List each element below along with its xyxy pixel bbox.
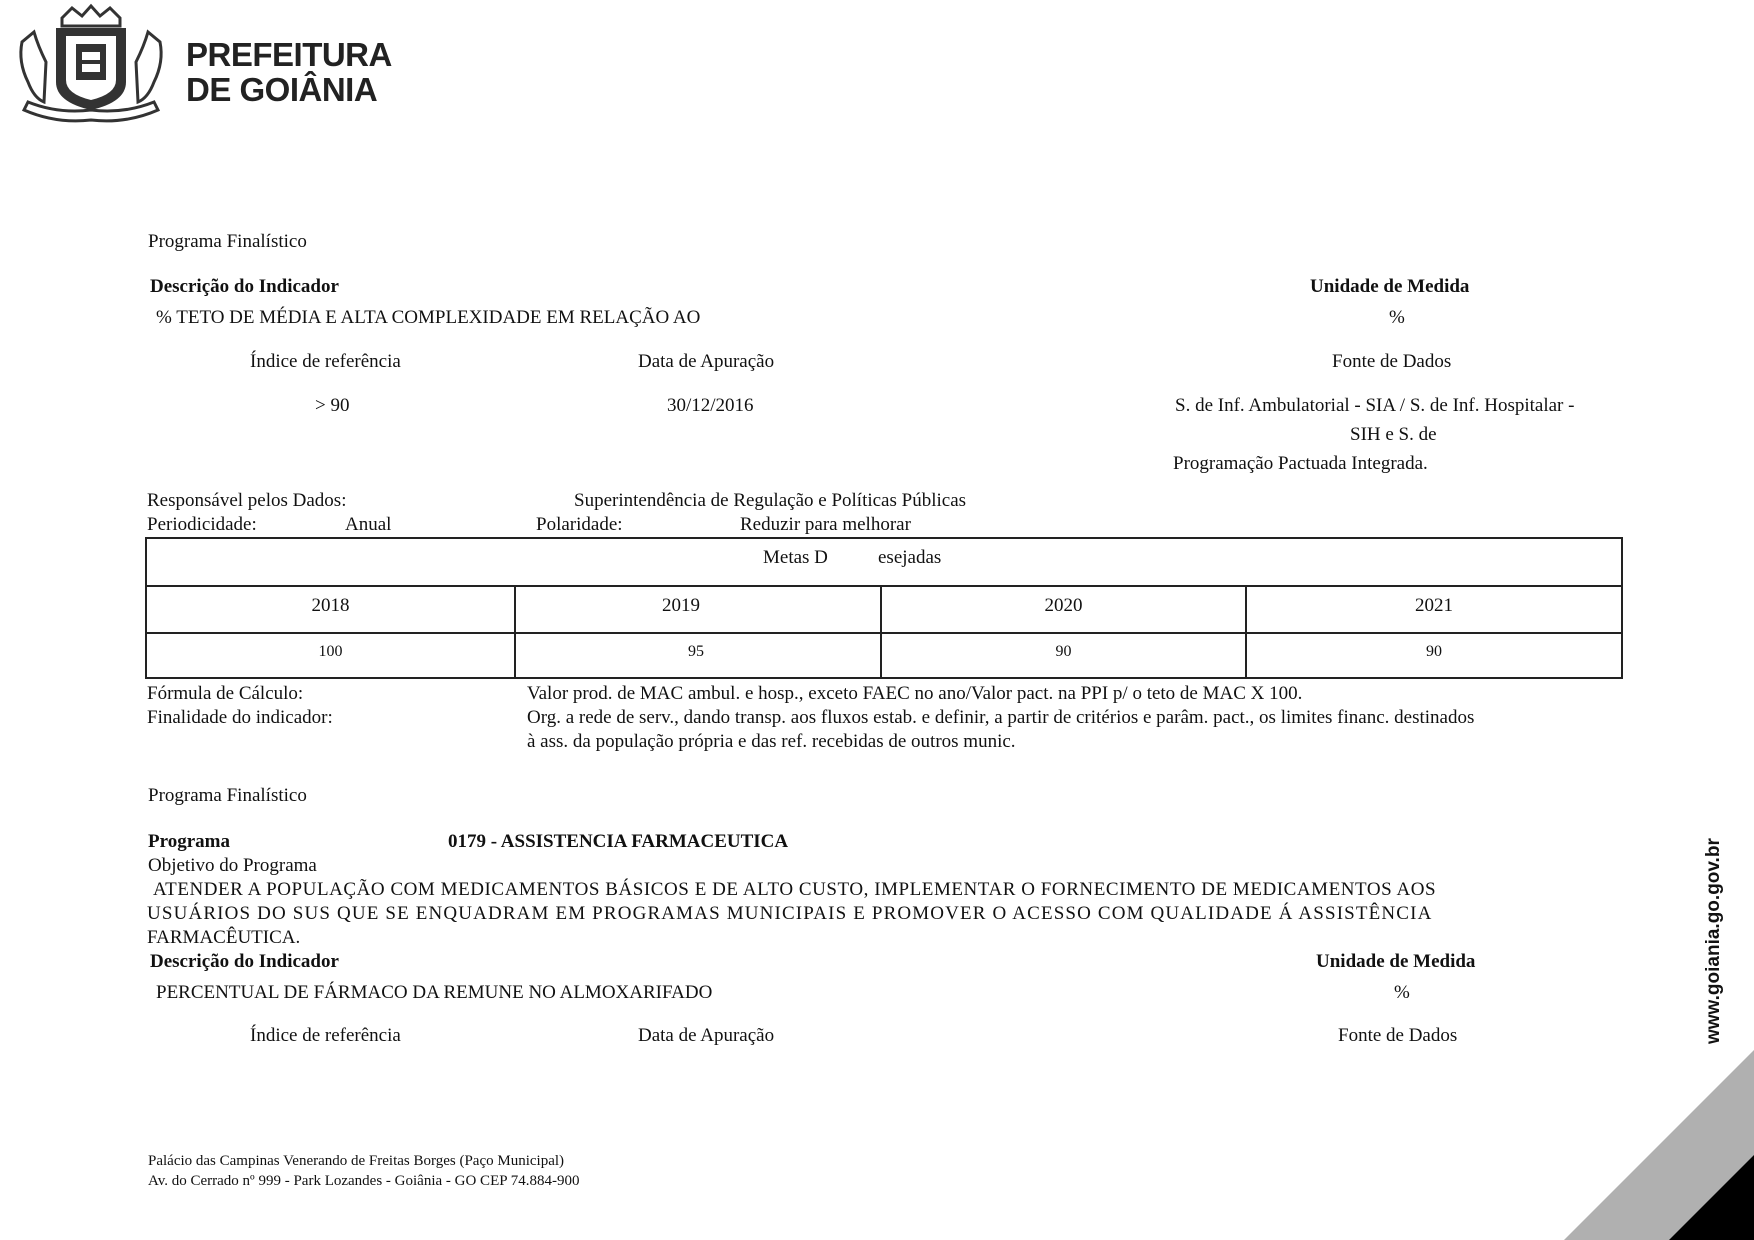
metas-year-2018: 2018 <box>311 595 350 616</box>
org-name-line2: DE GOIÂNIA <box>186 71 378 108</box>
website-url: www.goiania.go.gov.br <box>1703 838 1724 1044</box>
responsible-label: Responsável pelos Dados: <box>147 490 347 511</box>
purpose-value-line1: Org. a rede de serv., dando transp. aos fluxos estab. e definir, a partir de critérios e parâm. pact., os limites financ. destinados <box>527 707 1475 728</box>
objective-line3: FARMACÊUTICA. <box>147 927 301 948</box>
periodicity-value: Anual <box>345 514 392 535</box>
metas-value-2021: 90 <box>1426 643 1442 660</box>
polarity-value: Reduzir para melhorar <box>740 514 911 535</box>
date-value: 30/12/2016 <box>667 395 754 416</box>
unit-value-2: % <box>1394 982 1410 1003</box>
footer-address-line2: Av. do Cerrado nº 999 - Park Lozandes - Goiânia - GO CEP 74.884-900 <box>148 1173 580 1189</box>
periodicity-label: Periodicidade: <box>147 514 257 535</box>
ref-index-label: Índice de referência <box>250 351 401 372</box>
unit-label-2: Unidade de Medida <box>1316 951 1476 972</box>
footer-address-line1: Palácio das Campinas Venerando de Freitas Borges (Paço Municipal) <box>148 1153 565 1169</box>
source-value-line2: SIH e S. de <box>1350 424 1437 445</box>
unit-value: % <box>1389 307 1405 328</box>
metas-year-2019: 2019 <box>662 595 700 616</box>
objective-line2: USUÁRIOS DO SUS QUE SE ENQUADRAM EM PROGRAMAS MUNICIPAIS E PROMOVER O ACESSO COM QUALIDADE Á ASSISTÊNCIA <box>147 903 1433 924</box>
program-label: Programa <box>148 831 230 852</box>
ref-index-value: > 90 <box>315 395 350 416</box>
purpose-value-line2: à ass. da população própria e das ref. recebidas de outros munic. <box>527 731 1016 752</box>
metas-year-2020: 2020 <box>1044 595 1083 616</box>
source-value-line1: S. de Inf. Ambulatorial - SIA / S. de Inf. Hospitalar - <box>1175 395 1575 416</box>
date-label-2: Data de Apuração <box>638 1025 775 1046</box>
coat-of-arms-logo <box>16 2 166 128</box>
ref-index-label-2: Índice de referência <box>250 1025 401 1046</box>
metas-value-2018: 100 <box>318 643 343 660</box>
program-type-label: Programa Finalístico <box>148 231 307 252</box>
indicator-label: Descrição do Indicador <box>150 276 339 297</box>
source-value-line3: Programação Pactuada Integrada. <box>1173 453 1428 474</box>
metas-value-2019: 95 <box>688 643 704 660</box>
objective-line1: ATENDER A POPULAÇÃO COM MEDICAMENTOS BÁSICOS E DE ALTO CUSTO, IMPLEMENTAR O FORNECIMENTO DE MEDICAMENTOS AOS <box>153 879 1437 900</box>
purpose-label: Finalidade do indicador: <box>147 707 333 728</box>
polarity-label: Polaridade: <box>536 514 623 535</box>
corner-triangle-decoration <box>1564 1050 1754 1240</box>
unit-label: Unidade de Medida <box>1310 276 1470 297</box>
org-name-line1: PREFEITURA <box>186 36 392 73</box>
responsible-value: Superintendência de Regulação e Políticas Públicas <box>574 490 967 511</box>
indicator-value-2: PERCENTUAL DE FÁRMACO DA REMUNE NO ALMOXARIFADO <box>156 982 713 1003</box>
indicator-value: % TETO DE MÉDIA E ALTA COMPLEXIDADE EM RELAÇÃO AO <box>156 307 701 328</box>
source-label-2: Fonte de Dados <box>1338 1025 1458 1046</box>
indicator-label-2: Descrição do Indicador <box>150 951 339 972</box>
metas-year-2021: 2021 <box>1415 595 1453 616</box>
metas-value-2020: 90 <box>1055 643 1072 660</box>
source-label: Fonte de Dados <box>1332 351 1452 372</box>
program-type-label-2: Programa Finalístico <box>148 785 307 806</box>
metas-title-part2: esejadas <box>878 547 942 568</box>
date-label: Data de Apuração <box>638 351 775 372</box>
metas-table <box>145 537 1623 679</box>
formula-label: Fórmula de Cálculo: <box>147 683 304 704</box>
program-value: 0179 - ASSISTENCIA FARMACEUTICA <box>448 831 789 852</box>
formula-value: Valor prod. de MAC ambul. e hosp., exceto FAEC no ano/Valor pact. na PPI p/ o teto de MAC X 100. <box>527 683 1303 704</box>
objective-label: Objetivo do Programa <box>148 855 317 876</box>
metas-title-part1: Metas D <box>763 547 828 568</box>
